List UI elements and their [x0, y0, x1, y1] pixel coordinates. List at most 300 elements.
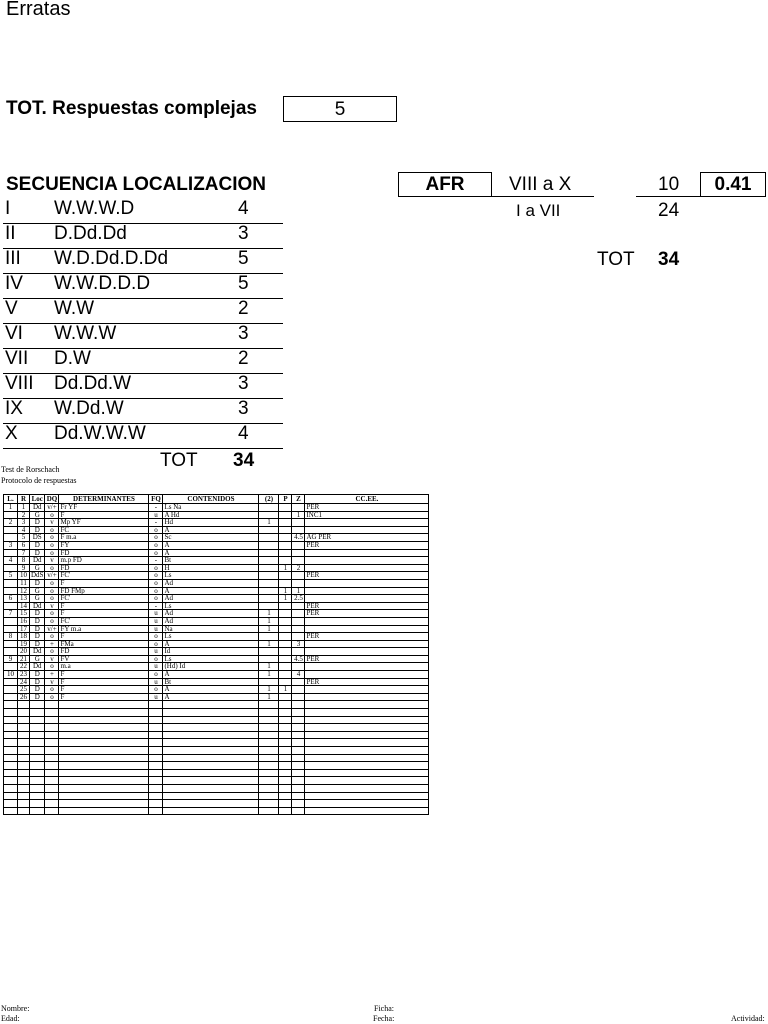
table-cell — [279, 549, 292, 557]
table-row — [4, 587, 429, 595]
table-cell: 26 — [18, 693, 30, 701]
table-cell: o — [149, 655, 163, 663]
table-cell — [259, 678, 279, 686]
table-cell: Bt — [163, 678, 259, 686]
table-cell: D — [30, 633, 45, 641]
table-cell — [59, 807, 149, 815]
empty-row — [4, 784, 429, 792]
table-cell — [30, 777, 45, 785]
page-title: Erratas — [6, 0, 71, 20]
table-cell — [59, 800, 149, 808]
table-row — [4, 640, 429, 648]
table-cell: FC' — [59, 595, 149, 603]
table-cell: 2 — [292, 564, 305, 572]
table-cell — [149, 731, 163, 739]
table-cell — [305, 587, 429, 595]
table-cell — [279, 739, 292, 747]
table-cell: F — [59, 686, 149, 694]
table-cell — [259, 504, 279, 512]
table-cell — [305, 564, 429, 572]
table-cell — [45, 807, 59, 815]
table-cell: F — [59, 693, 149, 701]
table-cell: A — [163, 549, 259, 557]
table-cell: Ad — [163, 579, 259, 587]
table-cell — [279, 511, 292, 519]
table-cell — [163, 724, 259, 732]
table-cell: 4.5 — [292, 655, 305, 663]
table-cell — [149, 716, 163, 724]
table-cell — [292, 731, 305, 739]
table-cell: o — [149, 579, 163, 587]
secuencia-row — [3, 348, 283, 374]
table-cell — [4, 784, 18, 792]
table-cell: D — [30, 549, 45, 557]
table-cell — [292, 747, 305, 755]
table-row — [4, 655, 429, 663]
fecha-label: Fecha: — [373, 1014, 395, 1023]
protocolo-subtitle: Protocolo de respuestas — [1, 476, 77, 485]
table-cell: o — [45, 633, 59, 641]
table-cell: FMa — [59, 640, 149, 648]
table-cell — [45, 739, 59, 747]
table-cell — [30, 747, 45, 755]
table-cell — [259, 541, 279, 549]
table-cell — [4, 511, 18, 519]
table-cell — [4, 625, 18, 633]
secuencia-count: 3 — [238, 373, 249, 394]
table-cell: FD — [59, 549, 149, 557]
column-header: DQ — [46, 495, 58, 503]
secuencia-count: 3 — [238, 323, 249, 344]
table-cell — [305, 617, 429, 625]
table-cell — [292, 716, 305, 724]
secuencia-sequence: D.Dd.Dd — [54, 223, 127, 244]
empty-row — [4, 807, 429, 815]
table-cell — [279, 572, 292, 580]
table-cell — [259, 572, 279, 580]
table-cell: Ls — [163, 633, 259, 641]
table-cell: PER — [305, 678, 429, 686]
table-cell: o — [149, 541, 163, 549]
table-cell — [292, 633, 305, 641]
table-cell — [149, 777, 163, 785]
table-cell — [305, 549, 429, 557]
afr-range-i-vii: I a VII — [516, 201, 561, 220]
table-cell — [45, 800, 59, 808]
empty-row — [4, 792, 429, 800]
table-cell — [292, 625, 305, 633]
table-cell: 2 — [18, 511, 30, 519]
table-cell: o — [149, 587, 163, 595]
table-cell — [149, 762, 163, 770]
table-cell: o — [149, 633, 163, 641]
table-row — [4, 610, 429, 618]
table-cell — [305, 747, 429, 755]
table-cell — [149, 800, 163, 808]
table-cell: D — [30, 671, 45, 679]
table-cell: 20 — [18, 648, 30, 656]
secuencia-row — [3, 423, 283, 449]
table-cell — [279, 716, 292, 724]
table-cell — [163, 784, 259, 792]
table-cell: DS — [30, 534, 45, 542]
table-cell — [59, 754, 149, 762]
secuencia-row — [3, 373, 283, 399]
table-cell — [305, 784, 429, 792]
table-cell — [149, 807, 163, 815]
table-cell — [163, 701, 259, 709]
table-cell: u — [149, 617, 163, 625]
table-cell: 1 — [292, 511, 305, 519]
secuencia-count: 2 — [238, 348, 249, 369]
table-cell — [259, 724, 279, 732]
table-cell — [163, 731, 259, 739]
table-cell: 15 — [18, 610, 30, 618]
secuencia-sequence: W.D.Dd.D.Dd — [54, 248, 169, 269]
secuencia-tot-label: TOT — [160, 450, 198, 471]
column-header: FQ — [149, 495, 163, 504]
table-cell — [4, 762, 18, 770]
table-cell: A — [163, 686, 259, 694]
table-cell: v — [45, 557, 59, 565]
table-cell — [59, 769, 149, 777]
table-cell — [305, 739, 429, 747]
table-cell — [279, 519, 292, 527]
table-cell — [292, 769, 305, 777]
table-cell — [4, 716, 18, 724]
table-cell — [59, 747, 149, 755]
table-cell: v/+ — [45, 625, 59, 633]
table-cell: Ls — [163, 572, 259, 580]
table-cell — [18, 724, 30, 732]
table-cell — [4, 724, 18, 732]
table-cell: o — [45, 564, 59, 572]
table-cell: 8 — [18, 557, 30, 565]
nombre-label: Nombre: — [1, 1004, 30, 1013]
table-cell — [59, 762, 149, 770]
protocolo-table — [3, 494, 429, 815]
table-cell — [149, 701, 163, 709]
table-cell: A Hd — [163, 511, 259, 519]
secuencia-title: SECUENCIA LOCALIZACION — [6, 174, 267, 195]
table-cell — [163, 754, 259, 762]
table-cell — [18, 784, 30, 792]
table-cell: o — [45, 663, 59, 671]
table-cell: 21 — [18, 655, 30, 663]
table-cell — [163, 709, 259, 717]
table-cell: 11 — [18, 579, 30, 587]
table-cell — [279, 747, 292, 755]
table-cell — [4, 754, 18, 762]
table-cell — [292, 784, 305, 792]
table-row — [4, 617, 429, 625]
table-cell: 6 — [18, 541, 30, 549]
table-cell — [4, 678, 18, 686]
table-cell — [259, 784, 279, 792]
table-cell: 12 — [18, 587, 30, 595]
table-cell: o — [149, 526, 163, 534]
table-cell — [279, 640, 292, 648]
table-cell: - — [149, 519, 163, 527]
table-cell — [4, 800, 18, 808]
table-cell — [30, 800, 45, 808]
table-cell: - — [149, 557, 163, 565]
table-cell: o — [45, 610, 59, 618]
table-cell — [18, 777, 30, 785]
table-cell — [305, 769, 429, 777]
table-row — [4, 549, 429, 557]
table-cell — [45, 754, 59, 762]
table-cell — [305, 724, 429, 732]
table-cell — [4, 663, 18, 671]
table-cell: A — [163, 541, 259, 549]
table-cell — [305, 526, 429, 534]
table-cell — [163, 792, 259, 800]
table-cell — [45, 724, 59, 732]
table-cell — [259, 602, 279, 610]
table-cell — [292, 610, 305, 618]
table-cell: 9 — [4, 655, 18, 663]
table-cell: F — [59, 579, 149, 587]
table-cell — [305, 754, 429, 762]
table-cell — [292, 557, 305, 565]
table-cell: o — [45, 579, 59, 587]
table-cell: F — [59, 633, 149, 641]
table-cell — [279, 617, 292, 625]
table-cell — [4, 807, 18, 815]
afr-tot-value: 34 — [658, 249, 680, 270]
table-cell — [30, 739, 45, 747]
table-cell — [4, 709, 18, 717]
table-cell — [292, 807, 305, 815]
empty-row — [4, 701, 429, 709]
table-cell: Mp YF — [59, 519, 149, 527]
table-cell: o — [45, 595, 59, 603]
table-cell: FD — [59, 648, 149, 656]
table-cell: 4 — [4, 557, 18, 565]
table-cell — [4, 587, 18, 595]
table-cell: u — [149, 693, 163, 701]
table-cell: Dd — [30, 504, 45, 512]
table-cell: - — [149, 602, 163, 610]
table-cell — [163, 777, 259, 785]
table-cell: 1 — [259, 663, 279, 671]
table-cell: DdS — [31, 571, 44, 580]
secuencia-row — [3, 398, 283, 424]
table-cell: A — [163, 587, 259, 595]
table-cell — [163, 762, 259, 770]
table-cell — [149, 739, 163, 747]
table-cell — [149, 709, 163, 717]
table-cell: PER — [305, 655, 429, 663]
table-cell: 1 — [18, 504, 30, 512]
table-cell: 1 — [259, 686, 279, 694]
table-row — [4, 671, 429, 679]
secuencia-sequence: W.W.W.D — [54, 198, 135, 219]
table-cell — [163, 739, 259, 747]
table-cell — [292, 541, 305, 549]
table-cell: o — [149, 686, 163, 694]
table-row — [4, 541, 429, 549]
table-cell — [4, 640, 18, 648]
table-cell — [292, 663, 305, 671]
table-cell — [305, 777, 429, 785]
table-cell — [279, 769, 292, 777]
table-cell — [305, 663, 429, 671]
table-cell — [4, 526, 18, 534]
table-cell: D — [30, 610, 45, 618]
secuencia-count: 4 — [238, 423, 249, 444]
table-cell: 24 — [18, 678, 30, 686]
table-cell — [30, 701, 45, 709]
secuencia-row — [3, 323, 283, 349]
table-cell: o — [45, 693, 59, 701]
test-title: Test de Rorschach — [1, 465, 60, 474]
table-cell: FD — [59, 564, 149, 572]
table-cell: u — [149, 663, 163, 671]
table-cell: 1 — [259, 625, 279, 633]
table-cell: 23 — [18, 671, 30, 679]
table-cell: Hd — [163, 519, 259, 527]
table-cell — [30, 762, 45, 770]
empty-row — [4, 731, 429, 739]
table-cell: FY — [59, 541, 149, 549]
table-row — [4, 534, 429, 542]
table-cell: 3 — [4, 541, 18, 549]
table-cell — [279, 625, 292, 633]
secuencia-count: 4 — [238, 198, 249, 219]
table-cell: - — [149, 504, 163, 512]
table-cell: 1 — [259, 617, 279, 625]
table-cell: 4.5 — [292, 534, 305, 542]
table-row — [4, 511, 429, 519]
table-row — [4, 526, 429, 534]
table-cell: Dd — [30, 602, 45, 610]
afr-tot-label: TOT — [597, 249, 635, 270]
table-cell: Ls — [163, 602, 259, 610]
table-cell — [18, 754, 30, 762]
table-cell — [30, 807, 45, 815]
table-cell — [279, 784, 292, 792]
secuencia-sequence: W.Dd.W — [54, 398, 124, 419]
table-cell — [30, 716, 45, 724]
table-cell — [4, 792, 18, 800]
table-cell — [4, 564, 18, 572]
table-cell: o — [149, 564, 163, 572]
respuestas-complejas-value: 5 — [283, 96, 397, 122]
table-cell: m.a — [59, 663, 149, 671]
table-cell — [259, 762, 279, 770]
table-cell — [305, 800, 429, 808]
table-cell — [18, 762, 30, 770]
table-cell: D — [30, 617, 45, 625]
table-cell: 8 — [4, 633, 18, 641]
table-cell — [305, 701, 429, 709]
secuencia-sequence: Dd.Dd.W — [54, 373, 132, 394]
table-cell — [163, 807, 259, 815]
table-cell: D — [30, 686, 45, 694]
table-cell: PER — [305, 504, 429, 512]
secuencia-roman: VII — [5, 348, 29, 369]
table-row — [4, 504, 429, 512]
table-cell: (Hd) Id — [163, 663, 259, 671]
protocolo-header-row — [4, 495, 429, 504]
table-cell — [279, 709, 292, 717]
table-cell: INC1 — [305, 511, 429, 519]
table-cell — [4, 617, 18, 625]
table-cell: 1 — [279, 587, 292, 595]
secuencia-sequence: W.W — [54, 298, 95, 319]
table-cell — [305, 595, 429, 603]
table-cell: u — [149, 678, 163, 686]
table-cell: A — [163, 693, 259, 701]
table-cell: Dd — [30, 663, 45, 671]
table-cell — [59, 724, 149, 732]
table-cell: 5 — [18, 534, 30, 542]
table-cell: + — [45, 640, 59, 648]
table-cell — [279, 701, 292, 709]
secuencia-roman: VI — [5, 323, 23, 344]
secuencia-sequence: D.W — [54, 348, 91, 369]
table-cell: Id — [163, 648, 259, 656]
table-cell: u — [149, 610, 163, 618]
table-cell: F — [59, 602, 149, 610]
table-cell: A — [163, 640, 259, 648]
table-cell: 2 — [4, 519, 18, 527]
column-header: L. — [4, 495, 18, 504]
table-cell — [259, 549, 279, 557]
column-header: R — [18, 495, 30, 504]
table-cell: 10 — [18, 572, 30, 580]
table-cell — [279, 663, 292, 671]
table-cell: D — [30, 640, 45, 648]
table-cell: PER — [305, 610, 429, 618]
table-cell: 9 — [18, 564, 30, 572]
column-header: P — [279, 495, 292, 504]
table-cell — [279, 807, 292, 815]
secuencia-row — [3, 198, 283, 224]
table-row — [4, 663, 429, 671]
table-cell — [30, 731, 45, 739]
table-cell — [18, 709, 30, 717]
table-cell: FY m.a — [59, 625, 149, 633]
table-cell — [4, 579, 18, 587]
table-cell: PER — [305, 541, 429, 549]
table-cell — [279, 534, 292, 542]
table-cell — [59, 784, 149, 792]
table-cell: G — [30, 655, 45, 663]
table-cell — [163, 800, 259, 808]
table-cell — [305, 557, 429, 565]
table-cell — [305, 762, 429, 770]
table-cell — [59, 701, 149, 709]
table-cell: v/+ — [45, 504, 59, 512]
table-cell: u — [149, 625, 163, 633]
table-cell — [30, 769, 45, 777]
table-cell — [292, 602, 305, 610]
table-cell: 4 — [18, 526, 30, 534]
table-cell — [259, 754, 279, 762]
table-cell: 1 — [259, 640, 279, 648]
table-cell — [279, 762, 292, 770]
table-cell — [292, 792, 305, 800]
table-cell — [45, 777, 59, 785]
table-cell — [305, 686, 429, 694]
table-cell — [279, 602, 292, 610]
table-cell: v — [45, 602, 59, 610]
empty-row — [4, 724, 429, 732]
table-cell — [149, 747, 163, 755]
